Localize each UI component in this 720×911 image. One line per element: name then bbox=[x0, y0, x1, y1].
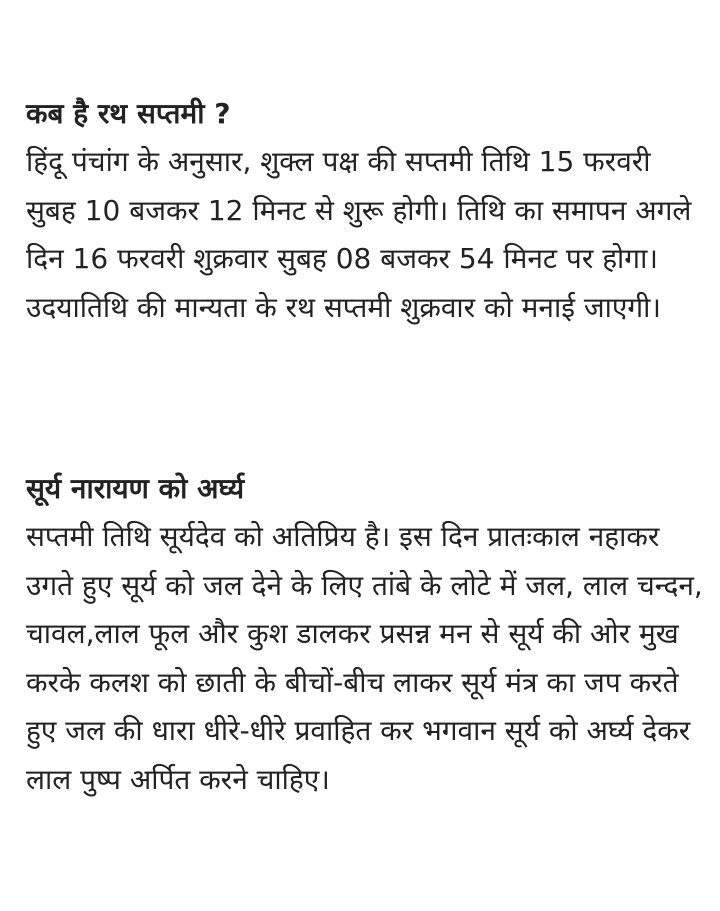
section-heading: सूर्य नारायण को अर्घ्य bbox=[26, 472, 245, 505]
article-body bbox=[26, 92, 706, 804]
section-surya-arghya bbox=[26, 467, 706, 804]
section-paragraph: हिंदू पंचांग के अनुसार, शुक्ल पक्ष की सप्तमी तिथि 15 फरवरी सुबह 10 बजकर 12 मिनट से शुरू होगी। तिथि का समापन अगले दिन 16 फरवरी शुक्रवार सुबह 08 बजकर 54 मिनट पर होगा। उदयातिथि की मान्यता के रथ सप्तमी शुक्रवार को मनाई जाएगी। bbox=[26, 145, 692, 324]
section-paragraph: सप्तमी तिथि सूर्यदेव को अतिप्रिय है। इस दिन प्रातःकाल नहाकर उगते हुए सूर्य को जल देने के लिए तांबे के लोटे में जल, लाल चन्दन, चावल,लाल फूल और कुश डालकर प्रसन्न मन से सूर्य की ओर मुख करके कलश को छाती के बीचों-बीच लाकर सूर्य मंत्र का जप करते हुए जल की धारा धीरे-धीरे प्रवाहित कर भगवान सूर्य को अर्घ्य देकर लाल पुष्प अर्पित करने चाहिए। bbox=[26, 520, 703, 796]
section-heading: कब है रथ सप्तमी ? bbox=[26, 97, 231, 130]
section-rath-saptami-date bbox=[26, 92, 706, 332]
